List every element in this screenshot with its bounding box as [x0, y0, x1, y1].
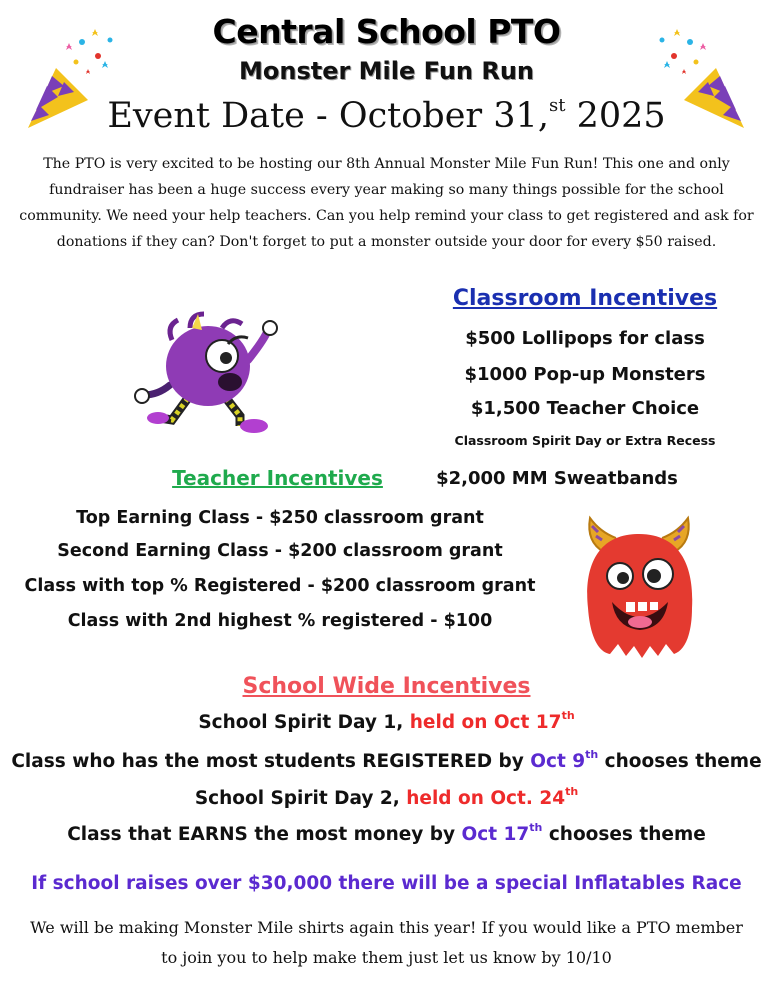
- school-wide-incentive-line: [0, 821, 773, 845]
- purple-monster-icon: [130, 300, 290, 440]
- page-subtitle: Monster Mile Fun Run: [238, 57, 535, 85]
- date-suffix: th: [561, 709, 575, 722]
- date-suffix: th: [585, 748, 599, 761]
- date-text: held on Oct. 24: [406, 788, 566, 809]
- intro-paragraph: The PTO is very excited to be hosting our 8th Annual Monster Mile Fun Run! This one and only fundraiser has been a huge success every year making so many things possible for the school community. We need your help teachers. Can you help remind your class to get registered and ask for donations if they can? Don't forget to put a monster outside your door for every $50 raised.: [19, 156, 754, 250]
- teacher-incentives-heading: Teacher Incentives: [172, 466, 383, 490]
- classroom-incentive-item: $1,500 Teacher Choice: [470, 398, 700, 419]
- line-text: chooses theme: [542, 824, 706, 845]
- date-text: Oct 17: [461, 824, 530, 845]
- classroom-incentive-item: $500 Lollipops for class: [465, 328, 705, 349]
- school-wide-incentives-heading: School Wide Incentives: [242, 674, 531, 699]
- teacher-incentive-item: Second Earning Class - $200 classroom grant: [57, 541, 503, 561]
- line-text: Class that EARNS the most money by: [67, 824, 462, 845]
- line-text: chooses theme: [598, 751, 762, 772]
- date-suffix: th: [529, 821, 543, 834]
- school-wide-incentive-line: [0, 785, 773, 809]
- classroom-incentive-note: Classroom Spirit Day or Extra Recess: [454, 433, 716, 448]
- date-suffix: th: [565, 785, 579, 798]
- teacher-incentive-item: Class with top % Registered - $200 classroom grant: [24, 576, 536, 596]
- red-monster-icon: [574, 512, 704, 662]
- date-text: held on Oct 17: [409, 712, 562, 733]
- school-wide-incentive-line: [0, 748, 773, 772]
- line-text: Class who has the most students REGISTERED by: [11, 751, 531, 772]
- inflatables-race-banner: If school raises over $30,000 there will be a special Inflatables Race: [31, 873, 742, 894]
- classroom-incentive-item: $1000 Pop-up Monsters: [464, 364, 706, 385]
- event-date: [0, 96, 773, 136]
- closing-paragraph: We will be making Monster Mile shirts again this year! If you would like a PTO member to join you to help make them just let us know by 10/10: [30, 918, 743, 967]
- teacher-incentive-item: Class with 2nd highest % registered - $100: [67, 611, 493, 631]
- date-text: Oct 9: [530, 751, 586, 772]
- page-title: Central School PTO: [212, 12, 561, 51]
- classroom-incentive-item: $2,000 MM Sweatbands: [436, 468, 678, 489]
- event-date-main: Event Date - October 31,: [107, 96, 549, 136]
- school-wide-incentive-line: [0, 709, 773, 733]
- event-date-suffix: st: [548, 95, 566, 116]
- event-date-year: 2025: [576, 96, 666, 136]
- line-text: School Spirit Day 1,: [198, 712, 410, 733]
- teacher-incentive-item: Top Earning Class - $250 classroom grant: [76, 508, 484, 528]
- line-text: School Spirit Day 2,: [194, 788, 407, 809]
- classroom-incentives-heading: Classroom Incentives: [452, 286, 718, 311]
